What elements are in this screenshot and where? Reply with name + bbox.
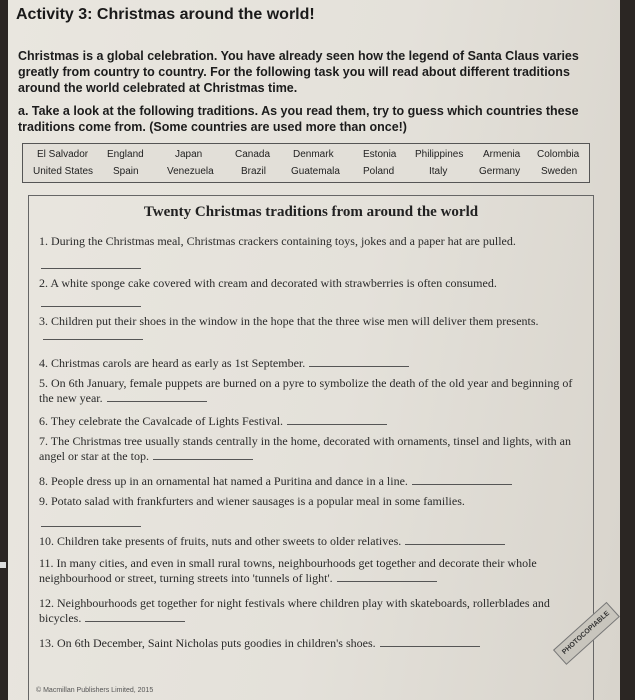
tradition-item: 12. Neighbourhoods get together for night festivals where children play with skateboards, rollerblades and bicycles. — [39, 596, 550, 625]
tradition-item: 10. Children take presents of fruits, nuts and other sweets to older relatives. — [39, 534, 575, 549]
country-row-1 — [23, 146, 589, 162]
answer-line[interactable] — [405, 543, 505, 545]
answer-line[interactable] — [43, 338, 143, 340]
country-item: Armenia — [483, 149, 521, 160]
country-item: Venezuela — [167, 166, 214, 177]
country-item: Japan — [175, 149, 203, 160]
margin-mark — [0, 562, 6, 568]
answer-line[interactable] — [107, 400, 207, 402]
tradition-item: 11. In many cities, and even in small rural towns, neighbourhoods get together and decorate their whole neighbourhood or street, turning streets into 'tunnels of light'. — [39, 556, 537, 585]
answer-line[interactable] — [337, 580, 437, 582]
tradition-item: 2. A white sponge cake covered with cream and decorated with strawberries is often consumed. — [39, 276, 497, 290]
country-item: Poland — [363, 166, 395, 177]
tradition-item: 6. They celebrate the Cavalcade of Lights Festival. — [39, 414, 575, 429]
country-item: United States — [33, 166, 94, 177]
country-item: Brazil — [241, 166, 267, 177]
country-item: El Salvador — [37, 149, 89, 160]
country-item: Germany — [479, 166, 521, 177]
tradition-item: 7. The Christmas tree usually stands centrally in the home, decorated with ornaments, tinsel and lights, with an angel or star at the top. — [39, 434, 571, 463]
country-item: Sweden — [541, 166, 578, 177]
list-title: Twenty Christmas traditions from around the world — [143, 204, 479, 220]
country-item: Italy — [429, 166, 448, 177]
intro-text: Christmas is a global celebration. You have already seen how the legend of Santa Claus varies greatly from country to country. For the following task you will read about different traditions around the world celebrated at Christmas time. — [18, 49, 579, 95]
publisher-credit: © Macmillan Publishers Limited, 2015 — [36, 687, 154, 694]
answer-line[interactable] — [153, 458, 253, 460]
country-item: Denmark — [293, 149, 334, 160]
country-item: Guatemala — [291, 166, 340, 177]
country-item: England — [107, 149, 144, 160]
answer-line[interactable] — [380, 645, 480, 647]
tradition-item: 1. During the Christmas meal, Christmas crackers containing toys, jokes and a paper hat are pulled. — [39, 234, 516, 248]
country-item: Philippines — [415, 149, 464, 160]
photocopiable-stamp: PHOTOCOPIABLE — [553, 602, 620, 665]
country-item: Estonia — [363, 149, 397, 160]
traditions-list — [28, 195, 594, 700]
answer-line[interactable] — [85, 620, 185, 622]
tradition-item: 5. On 6th January, female puppets are burned on a pyre to symbolize the death of the old year and beginning of the new year. — [39, 376, 573, 405]
activity-title: Activity 3: Christmas around the world! — [16, 6, 315, 23]
tradition-item: 3. Children put their shoes in the window in the hope that the three wise men will deliver them presents. — [39, 314, 575, 344]
answer-line[interactable] — [41, 526, 141, 527]
country-row-2 — [23, 163, 589, 179]
country-item: Canada — [235, 149, 271, 160]
answer-line[interactable] — [287, 423, 387, 425]
answer-line[interactable] — [41, 306, 141, 307]
country-item: Colombia — [537, 149, 580, 160]
country-box — [22, 143, 590, 183]
answer-line[interactable] — [309, 365, 409, 367]
worksheet-page — [8, 0, 620, 700]
tradition-item: 8. People dress up in an ornamental hat named a Puritina and dance in a line. — [39, 474, 575, 489]
country-item: Spain — [113, 166, 139, 177]
answer-line[interactable] — [41, 268, 141, 269]
task-instructions: a. Take a look at the following traditions. As you read them, try to guess which countries these traditions come from. (Some countries are used more than once!) — [18, 104, 579, 134]
tradition-item: 9. Potato salad with frankfurters and wiener sausages is a popular meal in some families. — [39, 494, 465, 508]
answer-line[interactable] — [412, 483, 512, 485]
tradition-item: 4. Christmas carols are heard as early as 1st September. — [39, 356, 575, 371]
tradition-item: 13. On 6th December, Saint Nicholas puts goodies in children's shoes. — [39, 636, 575, 651]
